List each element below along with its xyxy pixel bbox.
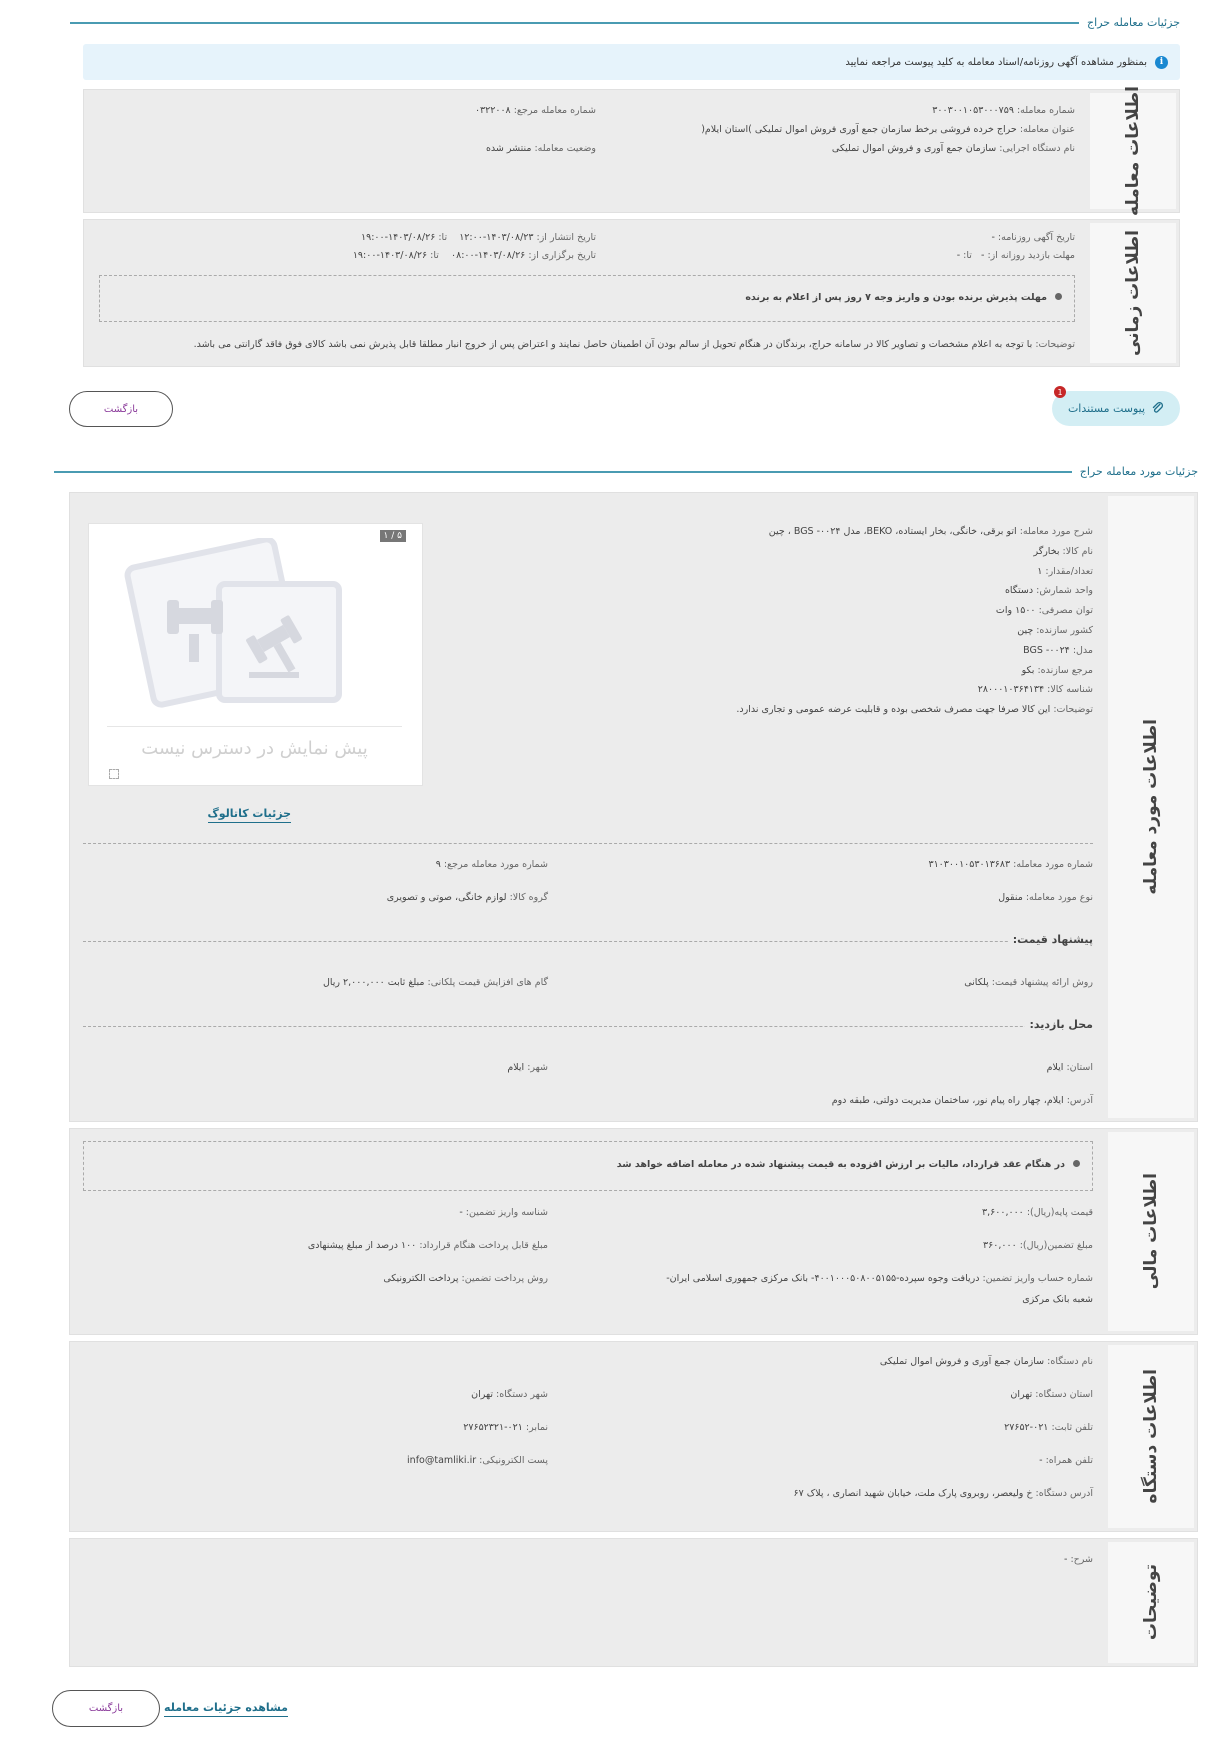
section-divider bbox=[54, 471, 1072, 473]
deal-title: عنوان معامله: حراج خرده فروشی برخط سازمان جمع آوری فروش اموال تملیکی )استان ایلام( bbox=[701, 124, 1075, 135]
description-panel bbox=[69, 1538, 1198, 1667]
time-description: توضیحات: با توجه به اعلام مشخصات و تصاویر کالا در سامانه حراج، برندگان در هنگام تحویل از سالم بودن آن اطمینان حاصل نمایند و اعتراض پس از خروج انبار مطلقا قابل پذیرش نمی باشد کالای فوق فاقد گارانتی می باشد. bbox=[193, 339, 1075, 350]
org-name: نام دستگاه: سازمان جمع آوری و فروش اموال تملیکی bbox=[879, 1356, 1093, 1367]
item-spec-row: مدل: BGS -۰۰۲۴ bbox=[1023, 644, 1093, 656]
org-info-title: اطلاعات دستگاه bbox=[1141, 1369, 1161, 1504]
deal-info-title: اطلاعات معامله bbox=[1123, 85, 1143, 217]
deadline-note: مهلت پذیرش برنده بودن و واریز وجه ۷ روز پس از اعلام به برنده bbox=[745, 292, 1062, 303]
deal-number: شماره معامله: ۳۰۰۳۰۰۱۰۵۳۰۰۰۷۵۹ bbox=[932, 105, 1075, 116]
guarantee-account: شماره حساب واریز تضمین: دریافت وجوه سپرده-۴۰۰۱۰۰۰۵۰۸۰۰۵۱۵۵- بانک مرکزی جمهوری اسلامی ایران- bbox=[666, 1273, 1093, 1284]
item-spec-row: نام کالا: بخارگر bbox=[1033, 545, 1093, 557]
price-step: گام های افزایش قیمت پلکانی: مبلغ ثابت ۲,۰۰۰,۰۰۰ ریال bbox=[322, 977, 548, 988]
item-section-title: جزئیات مورد معامله حراج bbox=[1079, 465, 1198, 478]
deal-info-panel bbox=[83, 85, 1180, 217]
view-deal-details-link[interactable]: مشاهده جزئیات معامله bbox=[164, 1701, 288, 1717]
item-info-title: اطلاعات مورد معامله bbox=[1141, 719, 1161, 895]
notice-text: بمنظور مشاهده آگهی روزنامه/اسناد معامله به کلید پیوست مراجعه نمایید bbox=[845, 56, 1147, 68]
org-info-side bbox=[1108, 1345, 1194, 1528]
item-spec-row: مرجع سازنده: بکو bbox=[1021, 664, 1093, 676]
base-price: قیمت پایه(ریال): ۳,۶۰۰,۰۰۰ bbox=[982, 1207, 1093, 1218]
contract-payment: مبلغ قابل پرداخت هنگام قرارداد: ۱۰۰ درصد از مبلغ پیشنهادی bbox=[307, 1240, 548, 1251]
guarantee-pay-method: روش پرداخت تضمین: پرداخت الکترونیکی bbox=[383, 1273, 548, 1284]
finance-side bbox=[1108, 1132, 1194, 1331]
visit-city: شهر: ایلام bbox=[507, 1062, 548, 1073]
time-info-side bbox=[1090, 223, 1176, 363]
item-number: شماره مورد معامله: ۳۱۰۳۰۰۱۰۵۳۰۱۳۶۸۳ bbox=[928, 859, 1093, 870]
visit-date: مهلت بازدید روزانه از: - تا: - bbox=[956, 250, 1075, 261]
attachment-notice bbox=[83, 44, 1180, 80]
description-side bbox=[1108, 1542, 1194, 1663]
item-info-panel bbox=[69, 492, 1198, 1122]
auction-hammer-icon bbox=[109, 538, 349, 714]
deal-info-side bbox=[1090, 85, 1176, 217]
org-fax: نمابر: ۰۲۱-۲۷۶۵۲۳۲۱ bbox=[463, 1422, 548, 1433]
time-info-panel bbox=[83, 219, 1180, 367]
back-label: بازگشت bbox=[88, 1703, 124, 1714]
bullet-icon bbox=[1055, 293, 1062, 300]
item-spec-row: توان مصرفی: ۱۵۰۰ وات bbox=[995, 605, 1093, 617]
org-info-panel bbox=[69, 1341, 1198, 1532]
deal-section-title: جزئیات معامله حراج bbox=[1087, 16, 1180, 29]
footer-back-button[interactable] bbox=[52, 1690, 160, 1727]
info-icon: i bbox=[1155, 56, 1168, 69]
org-email: پست الکترونیکی: info@tamliki.ir bbox=[407, 1455, 548, 1466]
item-spec-row: واحد شمارش: دستگاه bbox=[1004, 585, 1093, 597]
deal-section-header bbox=[70, 16, 1180, 29]
deal-org: نام دستگاه اجرایی: سازمان جمع آوری و فروش اموال تملیکی bbox=[831, 143, 1075, 154]
item-info-side bbox=[1108, 496, 1194, 1118]
visit-province: استان: ایلام bbox=[1046, 1062, 1093, 1073]
newspaper-date: تاریخ آگهی روزنامه: - bbox=[991, 232, 1075, 243]
item-type: نوع مورد معامله: منقول bbox=[998, 892, 1093, 903]
item-spec-row: شناسه کالا: ۲۸۰۰۰۱۰۳۶۴۱۳۴ bbox=[977, 684, 1093, 696]
vat-note: در هنگام عقد قرارداد، مالیات بر ارزش افزوده به قیمت پیشنهاد شده در معامله اضافه خواهد شد bbox=[617, 1159, 1080, 1170]
deal-status: وضعیت معامله: منتشر شده bbox=[485, 143, 596, 154]
back-button[interactable] bbox=[69, 391, 173, 427]
paperclip-icon bbox=[1151, 401, 1164, 417]
deposit-id: شناسه واریز تضمین: - bbox=[459, 1207, 548, 1218]
divider bbox=[83, 1026, 1093, 1027]
visit-address: آدرس: ایلام، چهار راه پیام نور، ساختمان مدیریت دولتی، طبقه دوم bbox=[831, 1095, 1093, 1106]
divider bbox=[83, 843, 1093, 844]
finance-panel bbox=[69, 1128, 1198, 1335]
deal-ref-number: شماره معامله مرجع: ۰۳۲۲۰۰۸ bbox=[474, 105, 596, 116]
time-info-title: اطلاعات زمانی bbox=[1123, 229, 1143, 357]
back-label: بازگشت bbox=[103, 403, 139, 415]
item-spec-row: تعداد/مقدار: ۱ bbox=[1037, 565, 1093, 577]
org-address: آدرس دستگاه: خ ولیعصر، روبروی پارک ملت، خیابان شهید انصاری ، پلاک ۶۷ bbox=[793, 1488, 1093, 1499]
guarantee-branch: شعبه بانک مرکزی bbox=[1022, 1294, 1093, 1305]
guarantee-amount: مبلغ تضمین(ریال): ۳۶۰,۰۰۰ bbox=[983, 1240, 1093, 1251]
org-province: استان دستگاه: تهران bbox=[1010, 1389, 1093, 1400]
publish-date: تاریخ انتشار از: ۱۴۰۳/۰۸/۲۳-۱۲:۰۰ تا: ۱۴۰۳/۰۸/۲۶-۱۹:۰۰ bbox=[361, 232, 596, 243]
section-divider bbox=[70, 22, 1079, 24]
attachment-count-badge: 1 bbox=[1054, 386, 1066, 398]
item-spec-row: توضیحات: این کالا صرفا جهت مصرف شخصی بوده و قابلیت عرضه عمومی و تجاری ندارد. bbox=[736, 704, 1093, 716]
org-city: شهر دستگاه: تهران bbox=[471, 1389, 548, 1400]
preview-unavailable-text: پیش نمایش در دسترس نیست bbox=[141, 738, 368, 759]
item-spec-row: شرح مورد معامله: اتو برقی، خانگی، بخار ایستاده، BEKO، مدل BGS -۰۰۲۴ ، چین bbox=[768, 526, 1093, 537]
org-phone: تلفن ثابت: ۰۲۱-۲۷۶۵۲ bbox=[1004, 1422, 1093, 1433]
image-counter: ۵ / ۱ bbox=[380, 530, 406, 542]
image-preview[interactable] bbox=[88, 523, 423, 786]
bullet-icon bbox=[1073, 1160, 1080, 1167]
offer-method: روش ارائه پیشنهاد قیمت: پلکانی bbox=[964, 977, 1093, 988]
item-spec-row: کشور سازنده: چین bbox=[1017, 625, 1093, 636]
item-group: گروه کالا: لوازم خانگی، صوتی و تصویری bbox=[386, 892, 548, 903]
deadline-box bbox=[99, 275, 1075, 322]
fullscreen-icon[interactable] bbox=[109, 769, 119, 779]
attach-label: پیوست مستندات bbox=[1067, 402, 1146, 415]
org-mobile: تلفن همراه: - bbox=[1039, 1455, 1093, 1466]
vat-note-box bbox=[83, 1141, 1093, 1191]
item-section-header bbox=[54, 465, 1198, 478]
finance-title: اطلاعات مالی bbox=[1141, 1173, 1161, 1290]
price-offer-heading: پیشنهاد قیمت: bbox=[1009, 933, 1093, 946]
description-text: شرح: - bbox=[1063, 1554, 1093, 1565]
catalog-details-link[interactable]: جزئیات کاتالوگ bbox=[208, 807, 291, 823]
preview-divider bbox=[107, 726, 402, 727]
description-title: توضیحات bbox=[1141, 1564, 1161, 1641]
visit-location-heading: محل بازدید: bbox=[1025, 1018, 1093, 1031]
divider bbox=[83, 941, 1093, 942]
item-ref-number: شماره مورد معامله مرجع: ۹ bbox=[435, 859, 548, 870]
attach-documents-button[interactable] bbox=[1052, 391, 1180, 426]
hold-date: تاریخ برگزاری از: ۱۴۰۳/۰۸/۲۶-۰۸:۰۰ تا: ۱۴۰۳/۰۸/۲۶-۱۹:۰۰ bbox=[352, 250, 596, 261]
